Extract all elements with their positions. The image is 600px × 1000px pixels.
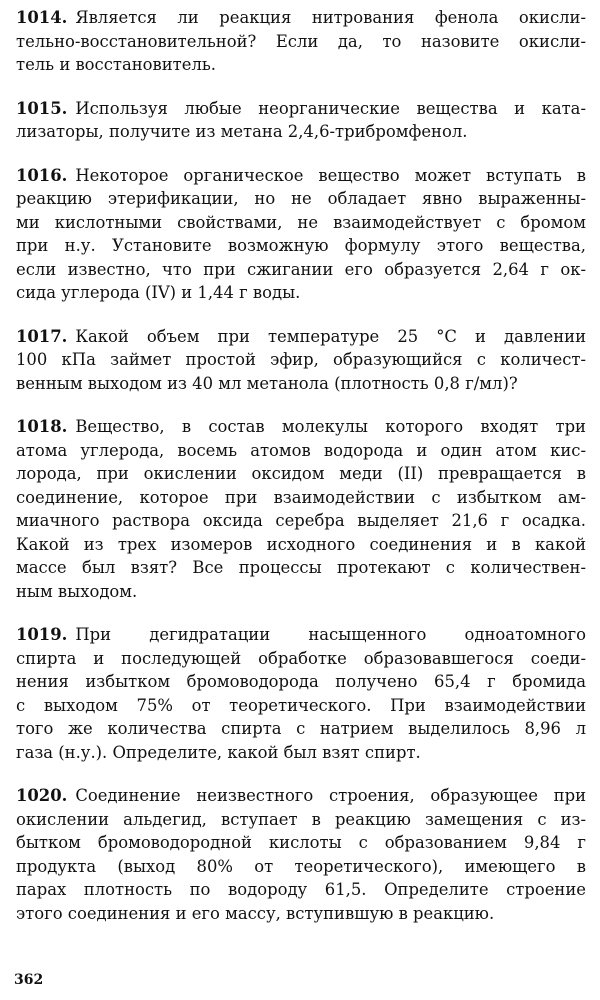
problem-line: того же количества спирта с натрием выделилось 8,96 л [16,719,586,738]
problem-line: нения избытком бромоводорода получено 65,4 г бромида [16,672,586,691]
problem-1016 [16,164,586,305]
problem-line: газа (н.у.). Определите, какой был взят спирт. [16,742,421,762]
problem-number: 1017. [16,326,68,346]
problem-number: 1020. [16,786,68,805]
problem-text: Является ли реакция нитрования фенола окисли- [75,8,586,27]
problem-text: Вещество, в состав молекулы которого входят три [75,417,586,436]
problem-line: Какой из трех изомеров исходного соединения и в какой [16,534,586,554]
problem-number: 1015. [16,98,68,118]
problem-line: лорода, при окислении оксидом меди (II) превращается в [16,464,586,483]
problem-number: 1018. [16,417,68,436]
problem-number: 1019. [16,625,68,644]
problem-line: атома углерода, восемь атомов водорода и один атом кис- [16,440,586,460]
problem-line: окислении альдегид, вступает в реакцию замещения с из- [16,809,586,829]
problem-number: 1016. [16,165,68,185]
problem-line: с выходом 75% от теоретического. При взаимодействии [16,695,586,715]
problem-line [16,97,586,121]
problem-line: лизаторы, получите из метана 2,4,6-трибромфенол. [16,122,468,141]
problem-1015 [16,97,586,144]
problem-line: продукта (выход 80% от теоретического), имеющего в [16,856,586,876]
problem-1014 [16,6,586,77]
problem-number: 1014. [16,8,68,27]
page-content [16,6,586,945]
problem-line [16,415,586,439]
problem-line: миачного раствора оксида серебра выделяет 21,6 г осадка. [16,511,586,530]
problem-line: тельно-восстановительной? Если да, то назовите окисли- [16,31,586,51]
problem-line [16,325,586,349]
problem-line [16,623,586,647]
problem-line: ным выходом. [16,581,138,601]
problem-line: парах плотность по водороду 61,5. Определите строение [16,880,586,899]
problem-line: если известно, что при сжигании его образуется 2,64 г ок- [16,259,586,279]
problem-line [16,164,586,188]
problem-line [16,784,586,808]
problem-line: венным выходом из 40 мл метанола (плотность 0,8 г/мл)? [16,373,518,393]
problem-line: при н.у. Установите возможную формулу этого вещества, [16,236,586,255]
problem-line: реакцию этерификации, но не обладает явно выраженны- [16,189,586,208]
problem-line [16,6,586,30]
problem-text: Используя любые неорганические вещества и ката- [75,98,586,118]
problem-line: тель и восстановитель. [16,55,217,74]
problem-text: Какой объем при температуре 25 °С и давлении [75,326,586,346]
problem-1019 [16,623,586,764]
problem-1017 [16,325,586,396]
problem-text: При дегидратации насыщенного одноатомного [75,625,586,644]
problem-line: соединение, которое при взаимодействии с избытком ам- [16,487,586,507]
problem-text: Некоторое органическое вещество может вступать в [75,165,586,185]
problem-line: бытком бромоводородной кислоты с образованием 9,84 г [16,833,586,852]
problem-line: массе был взят? Все процессы протекают с количествен- [16,558,586,577]
problem-line: ми кислотными свойствами, не взаимодействует с бромом [16,212,586,232]
problem-line: этого соединения и его массу, вступившую в реакцию. [16,903,495,923]
problem-1018 [16,415,586,603]
problem-1020 [16,784,586,925]
problem-line: сида углерода (IV) и 1,44 г воды. [16,283,301,302]
problem-line: спирта и последующей обработке образовавшегося соеди- [16,648,586,668]
problem-text: Соединение неизвестного строения, образующее при [75,786,586,805]
problem-line: 100 кПа займет простой эфир, образующийся с количест- [16,350,586,369]
page-number: 362 [14,972,44,988]
